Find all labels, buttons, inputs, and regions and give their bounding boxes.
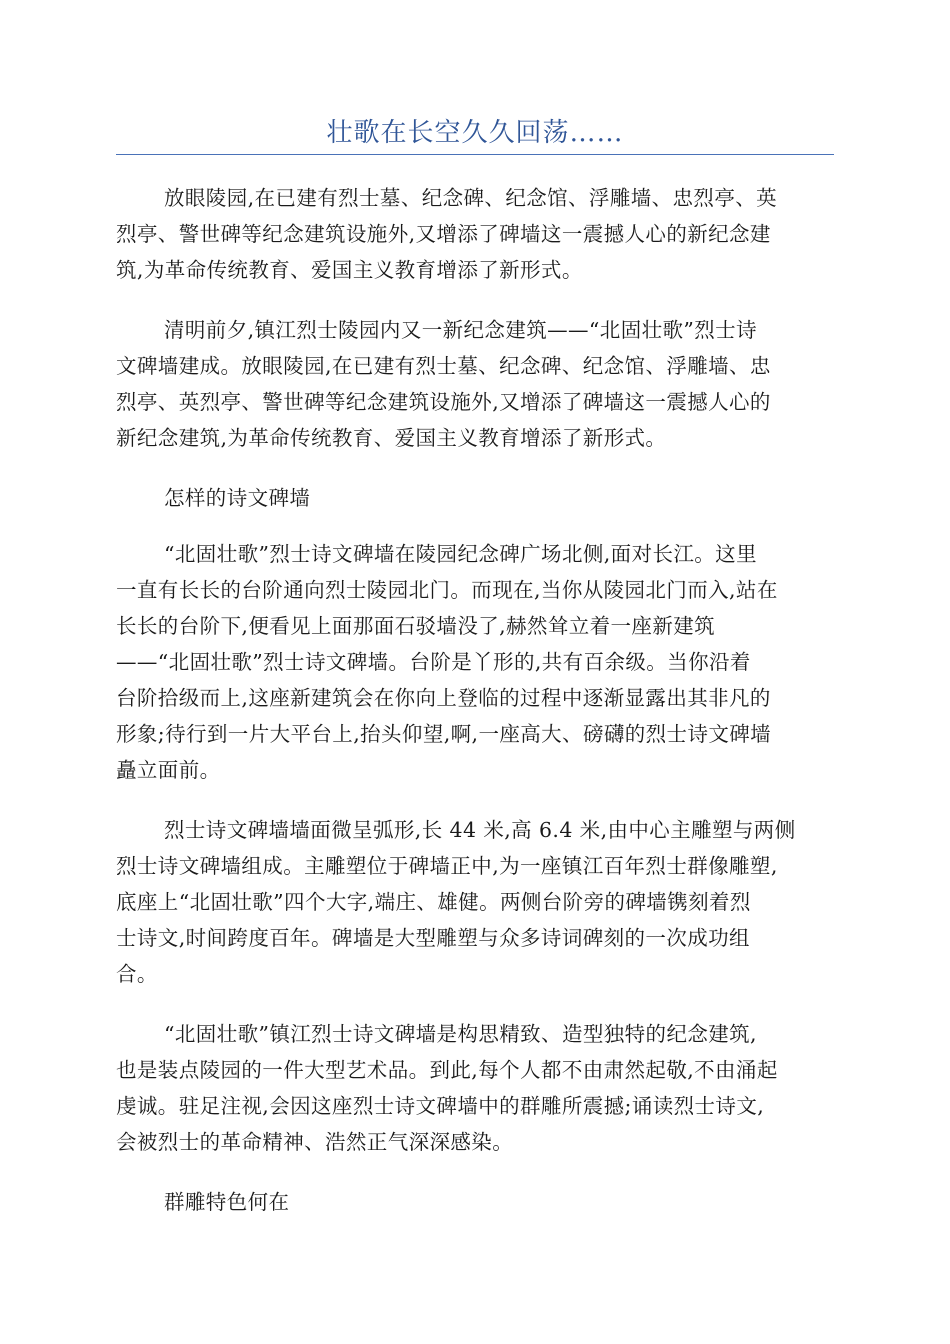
paragraph-4-line-7: 矗立面前。 (116, 758, 221, 782)
title-underline (116, 154, 834, 155)
paragraph-2-line-2: 文碑墙建成。放眼陵园,在已建有烈士墓、纪念碑、纪念馆、浮雕墙、忠 (116, 354, 771, 378)
paragraph-1-line-3: 筑,为革命传统教育、爱国主义教育增添了新形式。 (116, 258, 583, 282)
paragraph-4-line-5: 台阶拾级而上,这座新建筑会在你向上登临的过程中逐渐显露出其非凡的 (116, 686, 771, 710)
paragraph-7-line-1: 群雕特色何在 (164, 1190, 290, 1214)
paragraph-5-line-5: 合。 (116, 962, 158, 986)
paragraph-4-line-1: “北固壮歌”烈士诗文碑墙在陵园纪念碑广场北侧,面对长江。这里 (164, 542, 757, 566)
paragraph-4-line-2: 一直有长长的台阶通向烈士陵园北门。而现在,当你从陵园北门而入,站在 (116, 578, 778, 602)
paragraph-6-line-1: “北固壮歌”镇江烈士诗文碑墙是构思精致、造型独特的纪念建筑, (164, 1022, 757, 1046)
paragraph-2-line-1: 清明前夕,镇江烈士陵园内又一新纪念建筑——“北固壮歌”烈士诗 (164, 318, 757, 342)
paragraph-5-line-2: 烈士诗文碑墙组成。主雕塑位于碑墙正中,为一座镇江百年烈士群像雕塑, (116, 854, 778, 878)
paragraph-4-line-6: 形象;待行到一片大平台上,抬头仰望,啊,一座高大、磅礴的烈士诗文碑墙 (116, 722, 772, 746)
paragraph-5-line-1: 烈士诗文碑墙墙面微呈弧形,长 44 米,高 6.4 米,由中心主雕塑与两侧 (164, 818, 796, 842)
paragraph-6-line-4: 会被烈士的革命精神、浩然正气深深感染。 (116, 1130, 514, 1154)
paragraph-5-line-3: 底座上“北固壮歌”四个大字,端庄、雄健。两侧台阶旁的碑墙镌刻着烈 (116, 890, 751, 914)
paragraph-6-line-2: 也是装点陵园的一件大型艺术品。到此,每个人都不由肃然起敬,不由涌起 (116, 1058, 778, 1082)
paragraph-4-line-4: ——“北固壮歌”烈士诗文碑墙。台阶是丫形的,共有百余级。当你沿着 (116, 650, 751, 674)
paragraph-1-line-2: 烈亭、警世碑等纪念建筑设施外,又增添了碑墙这一震撼人心的新纪念建 (116, 222, 771, 246)
paragraph-6-line-3: 虔诚。驻足注视,会因这座烈士诗文碑墙中的群雕所震撼;诵读烈士诗文, (116, 1094, 765, 1118)
paragraph-1-line-1: 放眼陵园,在已建有烈士墓、纪念碑、纪念馆、浮雕墙、忠烈亭、英 (164, 186, 778, 210)
paragraph-2-line-3: 烈亭、英烈亭、警世碑等纪念建筑设施外,又增添了碑墙这一震撼人心的 (116, 390, 771, 414)
document-title: 壮歌在长空久久回荡…… (326, 118, 624, 148)
paragraph-2-line-4: 新纪念建筑,为革命传统教育、爱国主义教育增添了新形式。 (116, 426, 667, 450)
paragraph-5-line-4: 士诗文,时间跨度百年。碑墙是大型雕塑与众多诗词碑刻的一次成功组 (116, 926, 750, 950)
paragraph-3-line-1: 怎样的诗文碑墙 (164, 486, 311, 510)
paragraph-4-line-3: 长长的台阶下,便看见上面那面石驳墙没了,赫然耸立着一座新建筑 (116, 614, 716, 638)
